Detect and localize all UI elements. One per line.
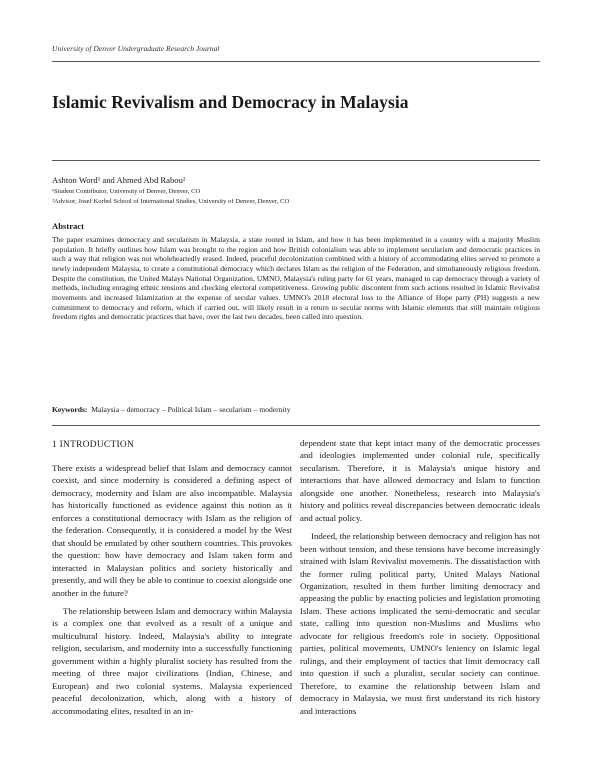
section-heading-introduction: 1 INTRODUCTION	[52, 440, 135, 450]
journal-name: University of Denver Undergraduate Research Journal	[52, 44, 220, 53]
title-rule	[52, 160, 540, 161]
keywords-rule	[52, 425, 540, 426]
abstract-text: The paper examines democracy and secularism in Malaysia, a state rooted in Islam, and how it has been implemented in a country with a majority Muslim population. It briefly outlines how Islam was brought to the region and how British colonialism was able to implement secularism and democratic practices in such a way that religion was not wholeheartedly erased. Indeed, peaceful decolonization combined with a history of accommodating elites served to promote a newly independent Malaysia, to create a constitutional democracy which declares Islam as the religion of the Federation, and simultaneously religious freedom. Despite the constitution, the United Malays National Organization, UMNO, Malaysia's ruling party for 61 years, managed to cap democracy through a variety of methods, including enraging ethnic tensions and checking electoral competitiveness. Growing public discontent from such actions resulted in Islamic Revivalist movements and increased Islamization at the expense of secular values. UMNO's 2018 electoral loss to the Alliance of Hope party (PH) suggests a new commitment to democracy and reform, which if carried out, will likely result in a return to secular norms with Islamic elements that still maintain religious freedom rights and democratic practices that have, over the last two decades, been called into question.	[52, 235, 540, 322]
paper-title: Islamic Revivalism and Democracy in Malaysia	[52, 92, 409, 112]
right-paragraph-2: Indeed, the relationship between democracy and religion has not been without tension, and these tensions have become increasingly strained with Islam Revivalist movements. The dissatisfaction with the former ruling political party, United Malays National Organization, resulted in them further limiting democracy and appeasing the public by enacting policies and legislation promoting Islam. These actions implicated the semi-democratic and secular state, calling into question non-Muslims and Muslims who advocate for religious freedom's role in society. Oppositional parties, political movements, UMNO's leniency on Islamic legal rulings, and their employment of tactics that limit democracy call into question if such a pluralist, secular society can continue. Therefore, to examine the relationship between Islam and democracy in Malaysia, we must first understand its rich history and interactions	[300, 531, 540, 716]
right-column	[300, 437, 540, 717]
affiliation-2: ²Advisor, Josef Korbel School of International Studies, University of Denver, Denver, CO	[52, 198, 290, 205]
left-paragraph-2: The relationship between Islam and democracy within Malaysia is a complex one that evolved as a result of a unique and multicultural history. Indeed, Malaysia's ability to integrate religion, secularism, and modernity into a successfully functioning government within a highly pluralist society has resulted from the meeting of three major civilizations (Indian, Chinese, and European) and two colonial systems. Malaysia experienced peaceful decolonization, which, along with a history of accommodating elites, resulted in an in-	[52, 605, 292, 716]
right-paragraph-1: dependent state that kept intact many of the democratic processes and ideologies implemented under colonial rule, specifically secularism. Therefore, it is Malaysia's unique history and interactions that have allowed democracy and Islam to function alongside one another. Nonetheless, research into Malaysia's history and politics reveal discrepancies between democratic ideals and actual policy.	[300, 438, 540, 523]
keywords-line	[52, 405, 291, 414]
left-paragraph-1: There exists a widespread belief that Islam and democracy cannot coexist, and since modernity is considered a defining aspect of democracy, modernity and Islam are also incompatible. Malaysia has historically functioned as evidence against this notion as it enforces a constitutional democracy with Islam as the religion of the federation. Consequently, it is considered a model by the West that should be emulated by other southern countries. This provokes the question: how have democracy and Islam taken form and interacted in Malaysian politics and society historically and presently, and will they be able to continue to coexist alongside one another in the future?	[52, 463, 292, 598]
affiliation-1: ¹Student Contributor, University of Denver, Denver, CO	[52, 188, 201, 195]
keywords-label: Keywords:	[52, 405, 88, 414]
abstract-heading: Abstract	[52, 221, 84, 231]
author-line: Ashton Word¹ and Ahmed Abd Rabou²	[52, 175, 186, 185]
keywords-list: Malaysia – democracy – Political Islam – secularism – modernity	[91, 405, 291, 414]
left-column	[52, 462, 292, 717]
header-rule	[52, 61, 540, 62]
